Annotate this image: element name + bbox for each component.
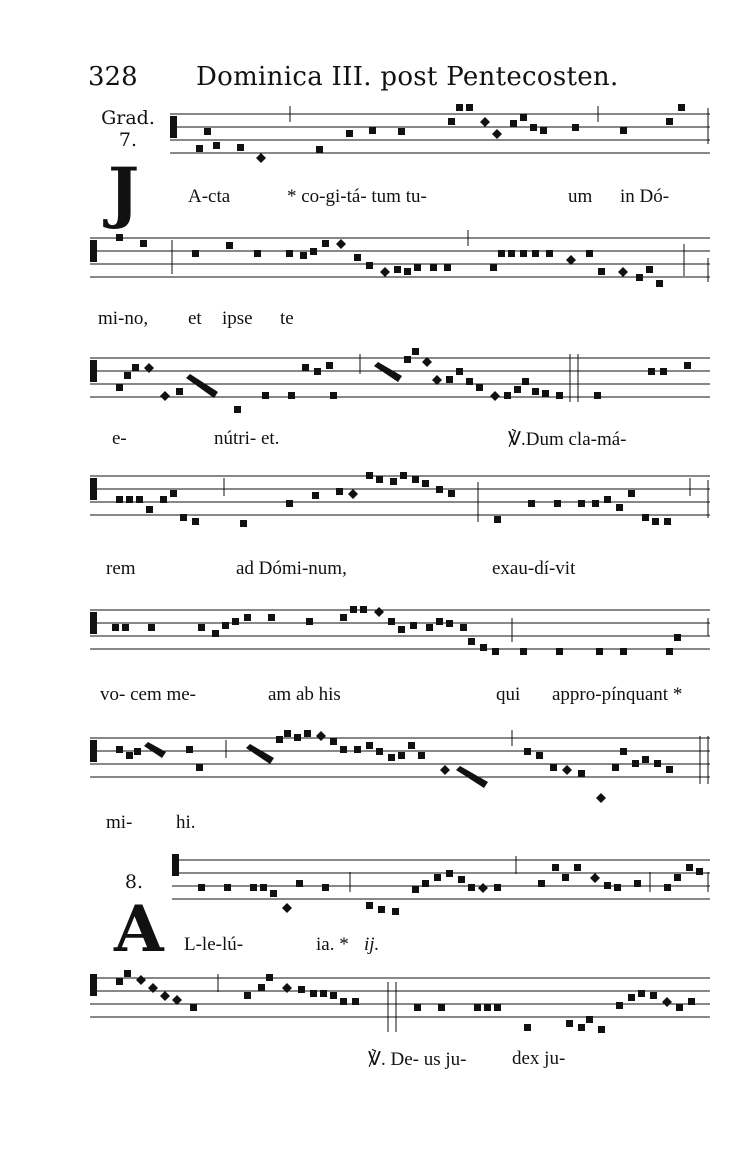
syllable: ℣. De- us ju- [368,1049,467,1070]
gradual-label: Grad. [101,107,155,129]
syllable: um [568,186,593,207]
staff-4-neumes [0,462,746,542]
syllable: hi. [176,812,196,833]
syllable: ipse [222,308,253,329]
syllable: ia. * [316,934,349,955]
syllable: mi-no, [98,308,149,329]
music-staff [0,344,746,424]
gradual-number: 7. [118,129,138,151]
lyrics-line-8 [0,1048,746,1074]
music-staff [0,224,746,304]
lyrics-line-1 [0,186,746,212]
syllable: appro-pínquant * [552,684,683,705]
alleluia-number: 8. [124,871,144,893]
staff-3-neumes [0,344,746,424]
staff-5-neumes [0,596,746,676]
syllable: ad Dómi-num, [236,558,347,579]
staff-6-neumes [0,724,746,814]
music-staff [0,964,746,1044]
syllable: rem [106,558,136,579]
syllable: ij. [364,934,380,955]
syllable: qui [496,684,521,705]
syllable: nútri- et. [214,428,280,449]
syllable: mi- [106,812,133,833]
syllable: exau-dí-vit [492,558,576,579]
syllable: L-le-lú- [184,934,244,955]
staff-2-neumes [0,224,746,304]
staff-7-neumes [0,846,746,926]
syllable: ℣.Dum cla-má- [508,429,627,450]
page-number: 328 [88,62,138,92]
lyrics-line-6 [0,812,746,838]
syllable: vo- cem me- [100,684,197,705]
syllable: A-cta [188,186,231,207]
music-staff [0,596,746,676]
syllable: dex ju- [512,1048,566,1069]
lyrics-line-7 [0,934,746,960]
music-staff [0,724,746,814]
syllable: am ab his [268,684,341,705]
lyrics-line-5 [0,684,746,710]
syllable: * co-gi-tá- tum tu- [287,186,427,207]
syllable: e- [112,428,127,449]
initial-letter-a: A [114,892,164,967]
staff-1-neumes [0,100,746,180]
page-header [0,62,746,102]
lyrics-line-4 [0,558,746,584]
syllable: te [280,308,294,329]
music-staff [0,100,746,180]
page-title: Dominica III. post Pentecosten. [196,62,619,92]
syllable: et [188,308,202,329]
syllable: in Dó- [620,186,670,207]
music-staff [0,846,746,926]
initial-letter-j: J [108,153,140,231]
music-staff [0,462,746,542]
lyrics-line-3 [0,428,746,454]
lyrics-line-2 [0,308,746,334]
staff-8-neumes [0,964,746,1044]
